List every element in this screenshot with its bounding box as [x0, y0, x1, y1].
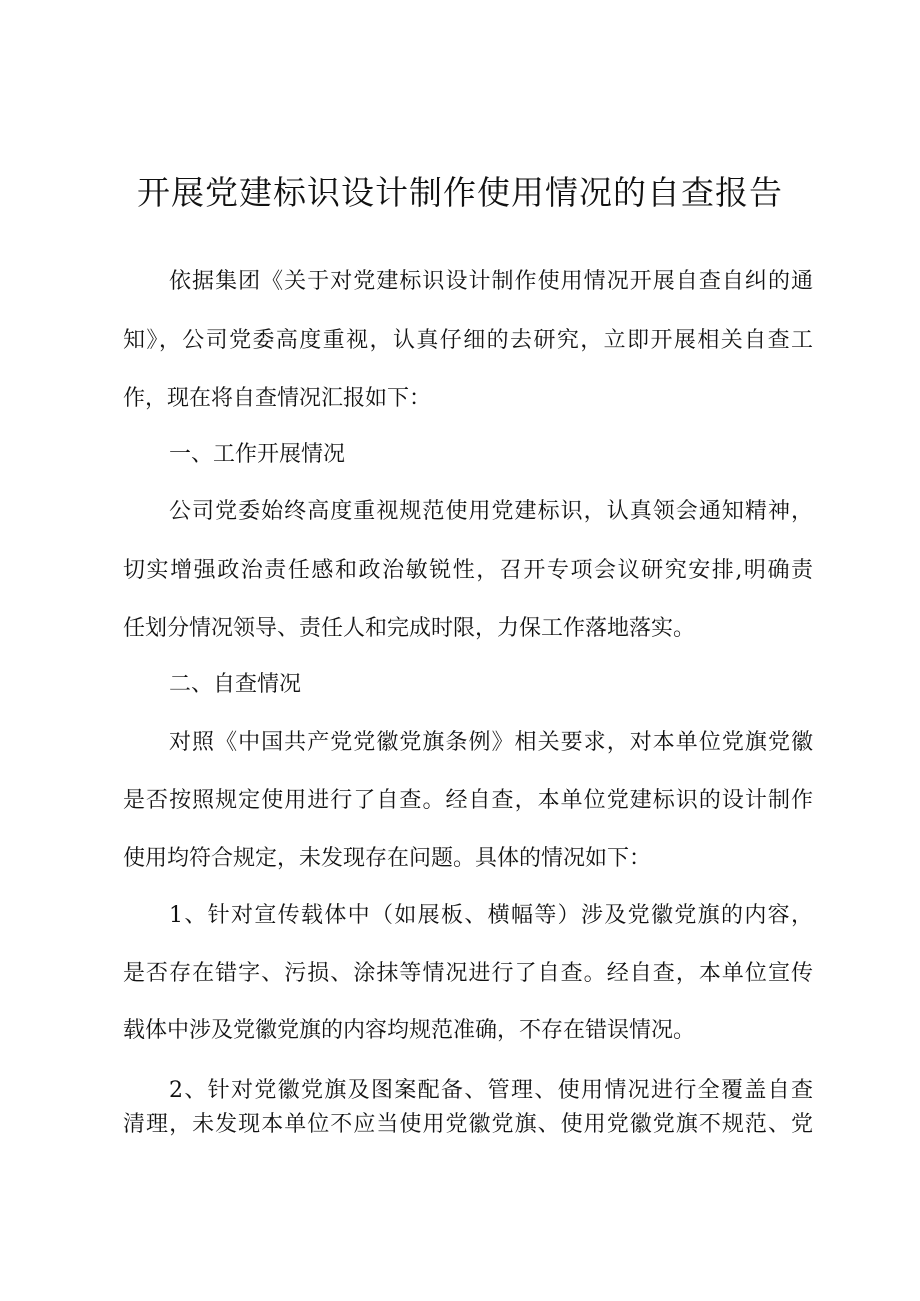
paragraph-line: 切实增强政治责任感和政治敏锐性，召开专项会议研究安排,明确责 — [123, 558, 813, 583]
page-title: 开展党建标识设计制作使用情况的自查报告 — [137, 173, 783, 212]
paragraph-line: 清理，未发现本单位不应当使用党徽党旗、使用党徽党旗不规范、党 — [123, 1112, 813, 1137]
paragraph-line: 使用均符合规定，未发现存在问题。具体的情况如下： — [123, 846, 652, 871]
paragraph-line: 任划分情况领导、责任人和完成时限，力保工作落地落实。 — [123, 616, 696, 641]
paragraph-line: 是否存在错字、污损、涂抹等情况进行了自查。经自查，本单位宣传 — [123, 961, 813, 986]
paragraph-line: 对照《中国共产党党徽党旗条例》相关要求，对本单位党旗党徽 — [169, 730, 813, 755]
paragraph-line: 是否按照规定使用进行了自查。经自查，本单位党建标识的设计制作 — [123, 788, 813, 813]
paragraph-line: 公司党委始终高度重视规范使用党建标识，认真领会通知精神， — [169, 499, 813, 524]
section-heading: 一、工作开展情况 — [169, 442, 346, 467]
paragraph-line: 依据集团《关于对党建标识设计制作使用情况开展自查自纠的通 — [169, 269, 813, 294]
paragraph-line: 2、针对党徽党旗及图案配备、管理、使用情况进行全覆盖自查 — [169, 1078, 813, 1103]
paragraph-line: 载体中涉及党徽党旗的内容均规范准确，不存在错误情况。 — [123, 1018, 696, 1043]
paragraph-line: 1、针对宣传载体中（如展板、横幅等）涉及党徽党旗的内容， — [169, 903, 813, 928]
paragraph-line: 知》，公司党委高度重视，认真仔细的去研究，立即开展相关自查工 — [123, 328, 813, 353]
paragraph-line: 作，现在将自查情况汇报如下： — [123, 386, 432, 411]
section-heading: 二、自查情况 — [169, 672, 302, 697]
